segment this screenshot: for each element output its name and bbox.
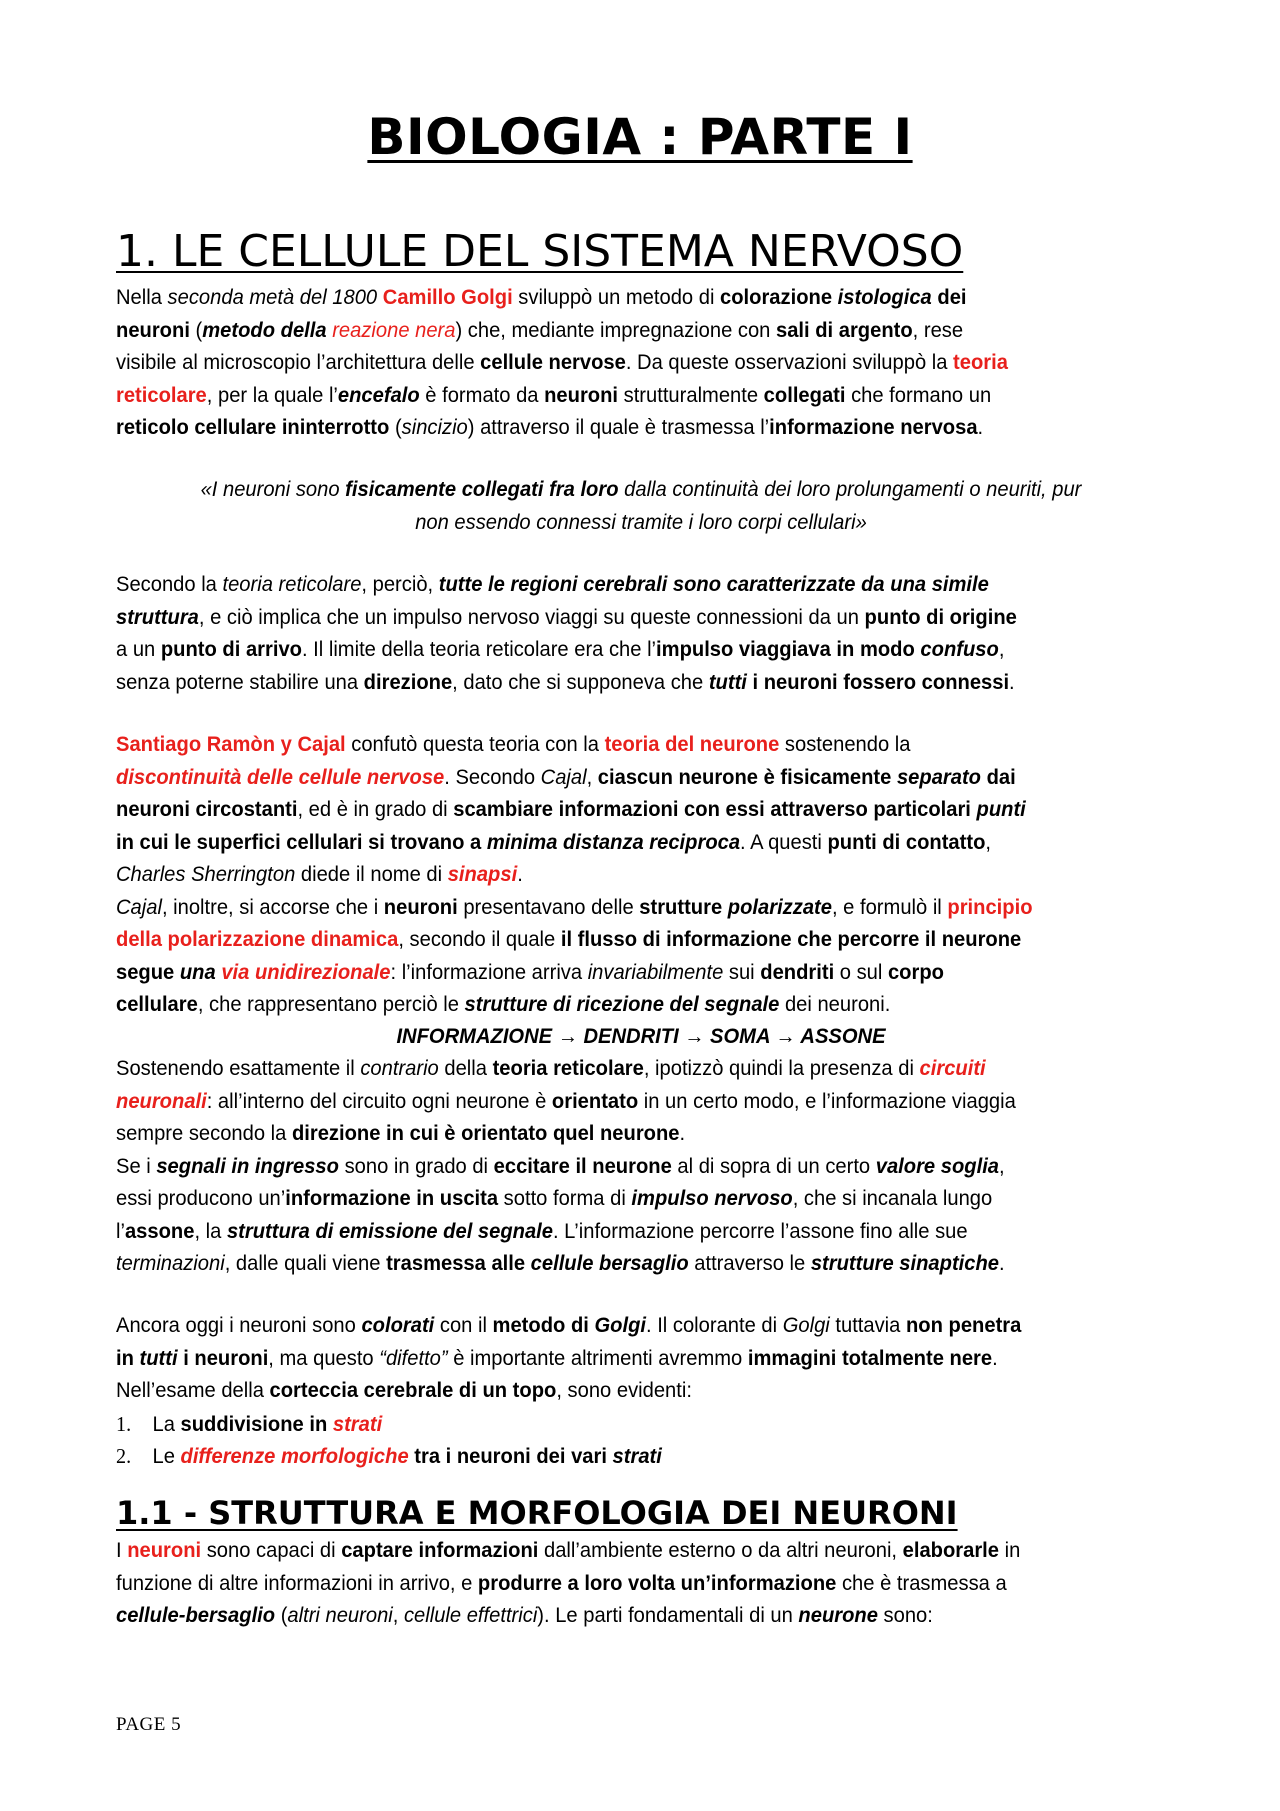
text-line: reticolo cellulare ininterrotto (sincizio) attraverso il quale è trasmessa l’informazione nervosa. (116, 416, 984, 439)
text-line: della polarizzazione dinamica, secondo il quale il flusso di informazione che percorre il neurone (116, 928, 1022, 951)
numbered-list (116, 1408, 1124, 1473)
section-heading-1-1: 1.1 - STRUTTURA E MORFOLOGIA DEI NEURONI (116, 1494, 958, 1532)
paragraph-teoria-reticolare (116, 569, 1124, 699)
paragraph-circuiti (116, 1053, 1124, 1281)
text-line: Cajal, inoltre, si accorse che i neuroni presentavano delle strutture polarizzate, e formulò il principio (116, 895, 1033, 919)
section-heading-1: 1. LE CELLULE DEL SISTEMA NERVOSO (116, 226, 964, 277)
text-line: Nell’esame della corteccia cerebrale di un topo, sono evidenti: (116, 1379, 692, 1402)
text-line: Santiago Ramòn y Cajal confutò questa teoria con la teoria del neurone sostenendo la (116, 733, 911, 756)
text-line: a un punto di arrivo. Il limite della teoria reticolare era che l’impulso viaggiava in modo confuso, (116, 638, 1005, 661)
text-line: Se i segnali in ingresso sono in grado di eccitare il neurone al di sopra di un certo valore soglia, (116, 1154, 1005, 1178)
text-line: essi producono un’informazione in uscita sotto forma di impulso nervoso, che si incanala lungo (116, 1187, 993, 1210)
document-title: BIOLOGIA : PARTE I (367, 108, 913, 166)
quote-block (137, 474, 1145, 539)
text-line: terminazioni, dalle quali viene trasmessa alle cellule bersaglio attraverso le strutture sinaptiche. (116, 1252, 1005, 1275)
text-line: non essendo connessi tramite i loro corpi cellulari» (415, 510, 867, 534)
text-line: l’assone, la struttura di emissione del segnale. L’informazione percorre l’assone fino alle sue (116, 1219, 968, 1243)
paragraph-golgi (116, 282, 1124, 445)
list-item: 2. Le differenze morfologiche tra i neuroni dei vari strati (116, 1444, 662, 1468)
text-line: visibile al microscopio l’architettura delle cellule nervose. Da queste osservazioni sviluppò la teoria (116, 351, 1008, 374)
paragraph-struttura-neuroni (116, 1535, 1124, 1633)
text-line: senza poterne stabilire una direzione, dato che si supponeva che tutti i neuroni fossero connessi. (116, 670, 1015, 694)
text-line: reticolare, per la quale l’encefalo è formato da neuroni strutturalmente collegati che formano un (116, 383, 992, 407)
text-line: Charles Sherrington diede il nome di sinapsi. (116, 863, 523, 886)
text-line: discontinuità delle cellule nervose. Secondo Cajal, ciascun neurone è fisicamente separato dai (116, 765, 1016, 789)
paragraph-cajal (116, 729, 1124, 1022)
text-line: funzione di altre informazioni in arrivo, e produrre a loro volta un’informazione che è trasmessa a (116, 1571, 1007, 1595)
text-line: neuronali: all’interno del circuito ogni neurone è orientato in un certo modo, e l’informazione viaggia (116, 1089, 1016, 1113)
text-line: in cui le superfici cellulari si trovano a minima distanza reciproca. A questi punti di contatto, (116, 830, 991, 854)
text-line: in tutti i neuroni, ma questo “difetto” è importante altrimenti avremmo immagini totalmente nere. (116, 1346, 998, 1370)
text-line: cellulare, che rappresentano perciò le strutture di ricezione del segnale dei neuroni. (116, 993, 891, 1016)
text-line: Nella seconda metà del 1800 Camillo Golgi sviluppò un metodo di colorazione istologica dei (116, 286, 967, 309)
text-line: struttura, e ciò implica che un impulso nervoso viaggi su queste connessioni da un punto di origine (116, 605, 1017, 629)
text-line: neuroni (metodo della reazione nera) che, mediante impregnazione con sali di argento, rese (116, 318, 964, 342)
text-line: «I neuroni sono fisicamente collegati fra loro dalla continuità dei loro prolungamenti o neuriti, pur (200, 478, 1082, 501)
text-line: sempre secondo la direzione in cui è orientato quel neurone. (116, 1122, 686, 1145)
text-line: cellule-bersaglio (altri neuroni, cellule effettrici). Le parti fondamentali di un neurone sono: (116, 1604, 933, 1627)
list-item: 1. La suddivisione in strati (116, 1411, 383, 1436)
flow-line: INFORMAZIONE → DENDRITI → SOMA → ASSONE (396, 1025, 886, 1048)
text-line: neuroni circostanti, ed è in grado di scambiare informazioni con essi attraverso particolari punti (116, 798, 1026, 821)
page-number: PAGE 5 (116, 1714, 182, 1735)
text-line: I neuroni sono capaci di captare informazioni dall’ambiente esterno o da altri neuroni, elaborarle in (116, 1539, 1021, 1562)
paragraph-golgi-oggi (116, 1310, 1124, 1473)
text-line: Ancora oggi i neuroni sono colorati con il metodo di Golgi. Il colorante di Golgi tuttavia non penetra (116, 1314, 1022, 1337)
text-line: Secondo la teoria reticolare, perciò, tutte le regioni cerebrali sono caratterizzate da una simile (116, 573, 989, 596)
text-line: segue una via unidirezionale: l’informazione arriva invariabilmente sui dendriti o sul corpo (116, 960, 944, 984)
text-line: Sostenendo esattamente il contrario della teoria reticolare, ipotizzò quindi la presenza di circuiti (116, 1057, 986, 1080)
